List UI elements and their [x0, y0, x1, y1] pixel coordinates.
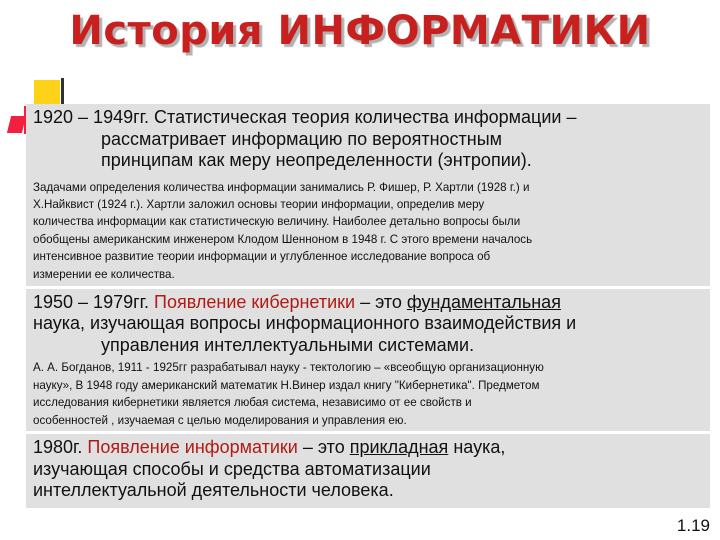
- section-heading: [33, 289, 702, 357]
- content-area: [26, 104, 710, 508]
- heading-line: наука, изучающая вопросы информационного взаимодействия и: [33, 313, 577, 334]
- yellow-square-bullet-icon: [34, 80, 60, 106]
- detail-line: интенсивное развитие теории информации и углубленное исследование вопроса об: [33, 250, 491, 264]
- heading-line: интеллектуальной деятельности человека.: [33, 480, 394, 501]
- detail-line: Х.Найквист (1924 г.). Хартли заложил основы теории информации, определив меру: [33, 197, 485, 211]
- heading-line: 1920 – 1949гг. Статистическая теория количества информации –: [33, 107, 577, 127]
- heading-period: 1980г.: [33, 437, 88, 458]
- detail-line: науку», В 1948 году американский математик Н.Винер издал книгу "Кибернетика". Предметом: [33, 378, 540, 392]
- keyword-informatics: Появление информатики: [87, 437, 298, 458]
- heading-suffix: наука,: [448, 437, 506, 458]
- heading-line: рассматривает информацию по вероятностным: [101, 128, 503, 149]
- detail-line: количества информации как статистическую величину. Наиболее детально вопросы были: [33, 215, 521, 229]
- heading-line: управления интеллектуальными системами.: [101, 334, 475, 355]
- keyword-cybernetics: Появление кибернетики: [154, 291, 356, 312]
- section-1920-1949: [26, 104, 710, 286]
- page-number: 1.19: [676, 516, 710, 535]
- detail-line: обобщены американским инженером Клодом Шенноном в 1948 г. С этого времени началось: [33, 232, 533, 246]
- section-1980: [26, 434, 710, 508]
- detail-line: особенностей , изучаемая с целью моделирования и управления ею.: [33, 413, 407, 427]
- underlined-term: прикладная: [349, 437, 449, 458]
- heading-connector: – это: [355, 291, 407, 312]
- section-heading: [33, 434, 702, 508]
- heading-period: 1950 – 1979гг.: [33, 291, 155, 312]
- detail-line: исследования кибернетики является любая система, независимо от ее свойств и: [33, 396, 472, 410]
- heading-line: принципам как меру неопределенности (энтропии).: [101, 150, 532, 170]
- heading-line: изучающая способы и средства автоматизации: [33, 458, 431, 479]
- heading-line: [33, 437, 702, 459]
- underlined-term: фундаментальная: [406, 291, 561, 312]
- section-heading: [33, 104, 702, 172]
- section-details: [33, 172, 702, 286]
- section-details: [33, 356, 702, 431]
- section-1950-1979: [26, 289, 710, 431]
- detail-line: измерении ее количества.: [33, 267, 175, 281]
- slide-title: История ИНФОРМАТИКИ: [69, 8, 651, 54]
- heading-connector: – это: [297, 437, 350, 458]
- heading-line: [33, 292, 702, 314]
- detail-line: Задачами определения количества информации занимались Р. Фишер, Р. Хартли (1928 г.) и: [33, 180, 530, 194]
- detail-line: А. А. Богданов, 1911 - 1925гг разрабатывал науку - тектологию – «всеобщую организационную: [33, 361, 544, 375]
